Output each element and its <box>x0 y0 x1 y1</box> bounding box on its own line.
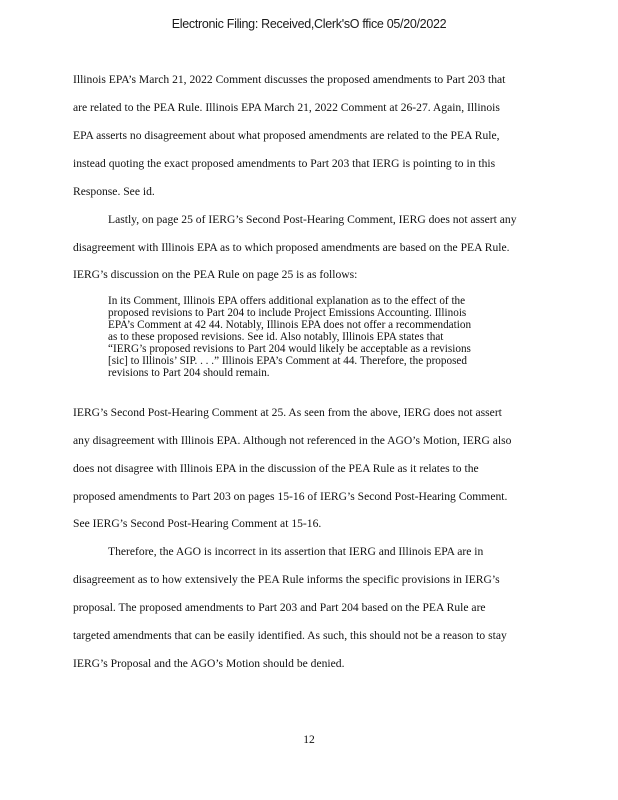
body-line: IERG’s Proposal and the AGO’s Motion should be denied. <box>73 657 345 670</box>
body-line: Illinois EPA’s March 21, 2022 Comment discusses the proposed amendments to Part 203 that <box>73 73 506 86</box>
block-quote-line: proposed revisions to Part 204 to include Project Emissions Accounting. Illinois <box>108 307 467 319</box>
body-line: IERG’s discussion on the PEA Rule on page 25 is as follows: <box>73 268 358 281</box>
body-line: targeted amendments that can be easily identified. As such, this should not be a reason to stay <box>73 629 507 642</box>
body-line: Lastly, on page 25 of IERG’s Second Post-Hearing Comment, IERG does not assert any <box>108 213 517 226</box>
body-line: EPA asserts no disagreement about what proposed amendments are related to the PEA Rule, <box>73 129 500 142</box>
block-quote-line: “IERG’s proposed revisions to Part 204 would likely be acceptable as a revisions <box>108 343 471 355</box>
page-number: 12 <box>303 733 315 746</box>
body-line: are related to the PEA Rule. Illinois EPA March 21, 2022 Comment at 26-27. Again, Illinois <box>73 101 500 114</box>
body-line: any disagreement with Illinois EPA. Although not referenced in the AGO’s Motion, IERG also <box>73 434 512 447</box>
block-quote-line: revisions to Part 204 should remain. <box>108 367 270 379</box>
body-line: instead quoting the exact proposed amendments to Part 203 that IERG is pointing to in this <box>73 157 496 170</box>
block-quote-line: EPA’s Comment at 42 44. Notably, Illinois EPA does not offer a recommendation <box>108 319 472 331</box>
body-line: disagreement with Illinois EPA as to which proposed amendments are based on the PEA Rule. <box>73 241 510 254</box>
body-line: Response. See id. <box>73 185 155 198</box>
body-line: does not disagree with Illinois EPA in the discussion of the PEA Rule as it relates to the <box>73 462 479 475</box>
block-quote-line: In its Comment, Illinois EPA offers additional explanation as to the effect of the <box>108 295 466 307</box>
body-line: disagreement as to how extensively the PEA Rule informs the specific provisions in IERG’s <box>73 573 500 586</box>
body-line: IERG’s Second Post-Hearing Comment at 25. As seen from the above, IERG does not assert <box>73 406 502 419</box>
filing-stamp: Electronic Filing: Received,Clerk'sO ffice 05/20/2022 <box>171 17 447 31</box>
body-line: proposed amendments to Part 203 on pages 15-16 of IERG’s Second Post-Hearing Comment. <box>73 490 508 503</box>
block-quote-line: [sic] to Illinois’ SIP. . . .” Illinois EPA’s Comment at 44. Therefore, the proposed <box>108 355 467 367</box>
body-line: proposal. The proposed amendments to Part 203 and Part 204 based on the PEA Rule are <box>73 601 486 614</box>
body-line: Therefore, the AGO is incorrect in its assertion that IERG and Illinois EPA are in <box>108 545 484 558</box>
block-quote-line: as to these proposed revisions. See id. Also notably, Illinois EPA states that <box>108 331 444 343</box>
body-line: See IERG’s Second Post-Hearing Comment at 15-16. <box>73 517 322 530</box>
